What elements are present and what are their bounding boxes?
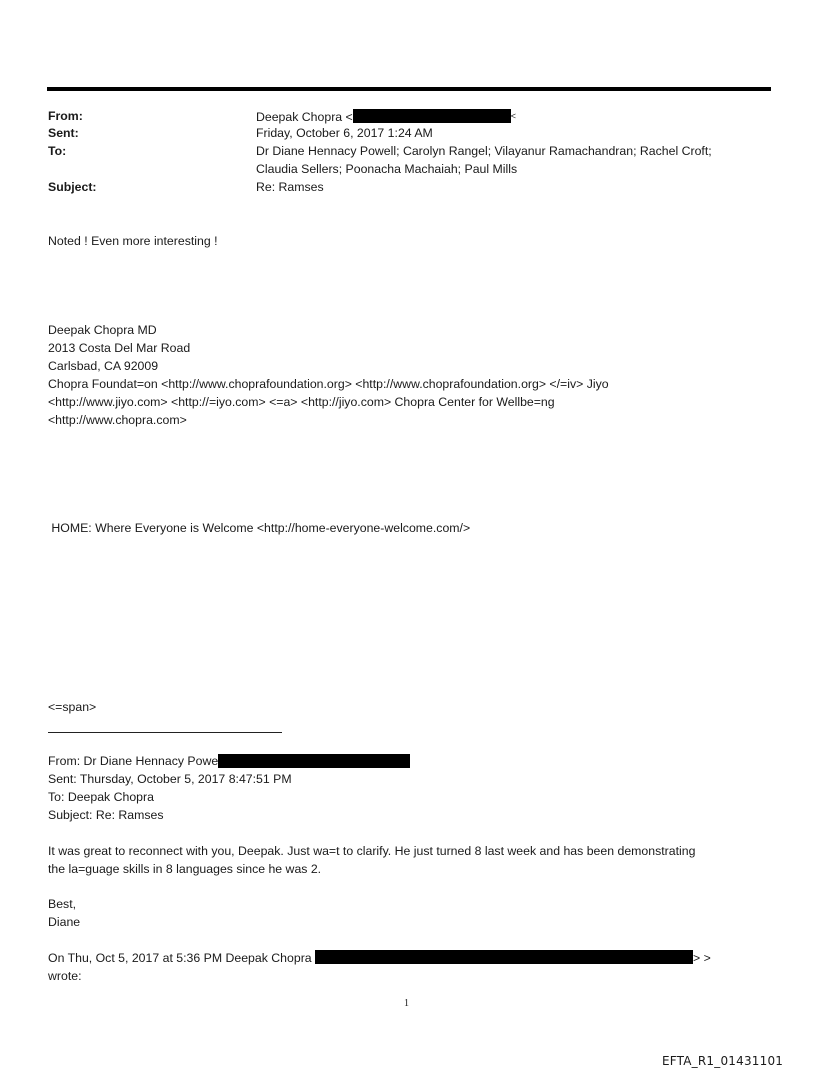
wrote-text: wrote: — [48, 969, 82, 983]
quoted-closing: Best, — [48, 897, 77, 911]
quoted-subject: Subject: Re: Ramses — [48, 808, 164, 822]
quoted-paragraph-line-2: the la=guage skills in 8 languages since he was 2. — [48, 862, 322, 876]
quote-separator — [48, 732, 282, 733]
page-number: 1 — [404, 998, 409, 1009]
signature-line-1: Deepak Chopra MD — [48, 323, 157, 337]
home-line: HOME: Where Everyone is Welcome <http://home-everyone-welcome.com/> — [48, 521, 471, 535]
quoted-from — [48, 753, 410, 770]
to-value-line2: Claudia Sellers; Poonacha Machaiah; Paul Mills — [256, 162, 518, 176]
to-value-line1: Dr Diane Hennacy Powell; Carolyn Rangel; Vilayanur Ramachandran; Rachel Croft; — [256, 144, 712, 158]
sent-label: Sent: — [48, 126, 79, 140]
from-label: From: — [48, 109, 83, 123]
from-value — [256, 108, 516, 126]
redaction-bar — [218, 754, 410, 768]
quoted-paragraph-line-1: It was great to reconnect with you, Deepak. Just wa=t to clarify. He just turned 8 last week and has been demonstrating — [48, 844, 696, 858]
on-wrote-trail: > > — [693, 951, 711, 965]
quoted-to: To: Deepak Chopra — [48, 790, 154, 804]
on-wrote-text: On Thu, Oct 5, 2017 at 5:36 PM Deepak Chopra — [48, 951, 316, 965]
to-label: To: — [48, 144, 67, 158]
document-id: EFTA_R1_01431101 — [662, 1054, 784, 1068]
signature-line-6: <http://www.chopra.com> — [48, 413, 187, 427]
signature-line-2: 2013 Costa Del Mar Road — [48, 341, 191, 355]
from-name: Deepak Chopra < — [256, 110, 353, 124]
sent-value: Friday, October 6, 2017 1:24 AM — [256, 126, 433, 140]
redaction-bar — [315, 950, 693, 964]
redaction-bar — [353, 109, 511, 123]
from-trail: < — [510, 111, 516, 121]
signature-line-4: Chopra Foundat=on <http://www.choprafoundation.org> <http://www.choprafoundation.org> </=iv> Jiyo — [48, 377, 609, 391]
intro-text: Noted ! Even more interesting ! — [48, 234, 218, 248]
header-rule — [47, 87, 771, 91]
signature-line-3: Carlsbad, CA 92009 — [48, 359, 159, 373]
subject-label: Subject: — [48, 180, 97, 194]
quoted-sent: Sent: Thursday, October 5, 2017 8:47:51 PM — [48, 772, 292, 786]
signature-line-5: <http://www.jiyo.com> <http://=iyo.com> <=a> <http://jiyo.com> Chopra Center for Wellbe=ng — [48, 395, 555, 409]
span-line: <=span> — [48, 700, 97, 714]
quoted-from-text: From: Dr Diane Hennacy Powe — [48, 754, 219, 768]
on-wrote-line — [48, 950, 711, 967]
quoted-name: Diane — [48, 915, 81, 929]
subject-value: Re: Ramses — [256, 180, 324, 194]
